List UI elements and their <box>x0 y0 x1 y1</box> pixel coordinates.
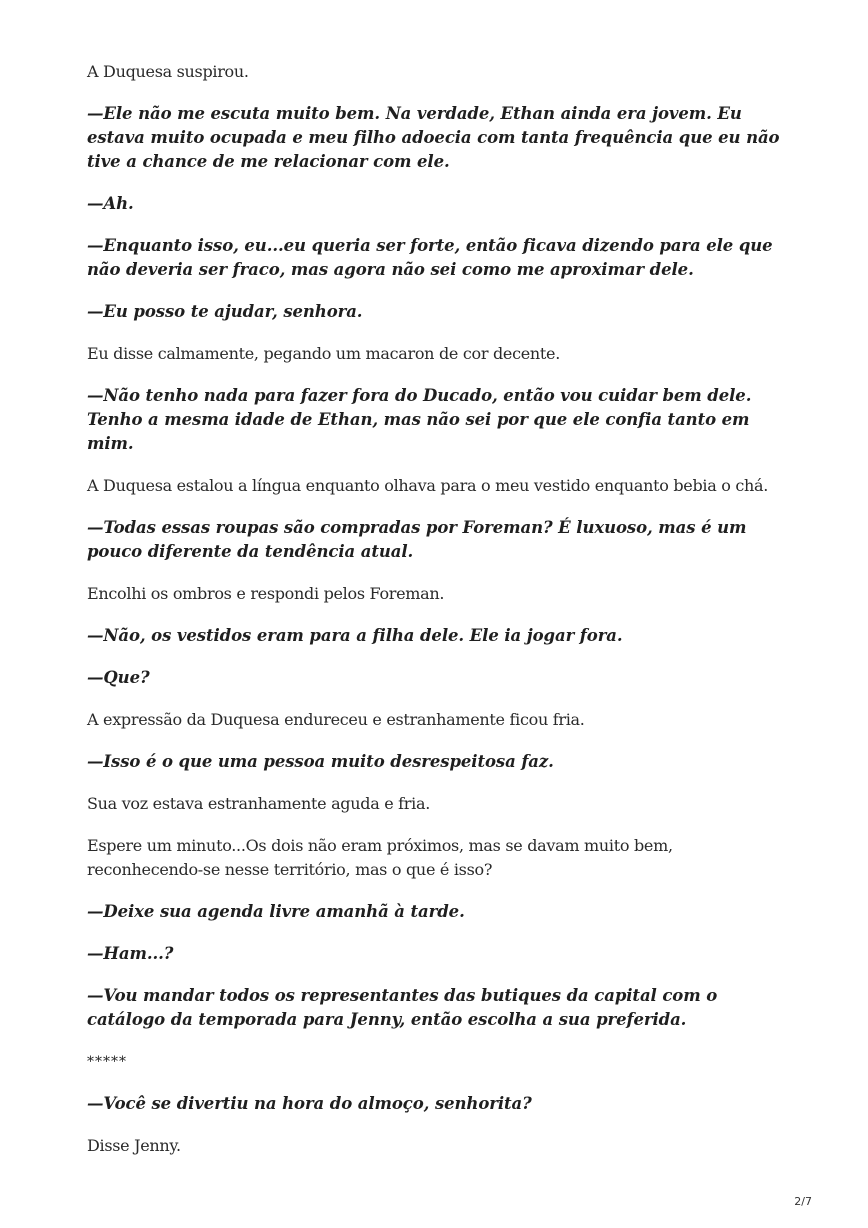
dialogue-paragraph: —Isso é o que uma pessoa muito desrespeitosa faz. <box>87 752 554 771</box>
page-number: 2/7 <box>794 1195 812 1208</box>
dialogue-paragraph: —Vou mandar todos os representantes das butiques da capital com o catálogo da temporada para Jenny, então escolha a sua preferida. <box>87 986 718 1029</box>
narration-paragraph: Sua voz estava estranhamente aguda e fria. <box>87 794 430 813</box>
scene-separator: ***** <box>87 1054 127 1070</box>
document-page <box>87 60 787 1176</box>
dialogue-paragraph: —Deixe sua agenda livre amanhã à tarde. <box>87 902 465 921</box>
dialogue-paragraph: —Enquanto isso, eu...eu queria ser forte, então ficava dizendo para ele que não deveria ser fraco, mas agora não sei como me aproximar dele. <box>87 236 773 279</box>
dialogue-paragraph: —Eu posso te ajudar, senhora. <box>87 302 363 321</box>
narration-paragraph: A expressão da Duquesa endureceu e estranhamente ficou fria. <box>87 710 585 729</box>
dialogue-paragraph: —Você se divertiu na hora do almoço, senhorita? <box>87 1094 532 1113</box>
narration-paragraph: A Duquesa suspirou. <box>87 62 249 81</box>
dialogue-paragraph: —Ham...? <box>87 944 174 963</box>
narration-paragraph: Disse Jenny. <box>87 1136 181 1155</box>
narration-paragraph: Eu disse calmamente, pegando um macaron de cor decente. <box>87 344 561 363</box>
dialogue-paragraph: —Todas essas roupas são compradas por Foreman? É luxuoso, mas é um pouco diferente da tendência atual. <box>87 518 747 561</box>
dialogue-paragraph: —Não tenho nada para fazer fora do Ducado, então vou cuidar bem dele. Tenho a mesma idade de Ethan, mas não sei por que ele confia tanto em mim. <box>87 386 752 453</box>
narration-paragraph: Encolhi os ombros e respondi pelos Foreman. <box>87 584 445 603</box>
narration-paragraph: Espere um minuto...Os dois não eram próximos, mas se davam muito bem, reconhecendo-se nesse território, mas o que é isso? <box>87 836 673 879</box>
dialogue-paragraph: —Ele não me escuta muito bem. Na verdade, Ethan ainda era jovem. Eu estava muito ocupada e meu filho adoecia com tanta frequência que eu não tive a chance de me relacionar com ele. <box>87 104 780 171</box>
dialogue-paragraph: —Que? <box>87 668 150 687</box>
narration-paragraph: A Duquesa estalou a língua enquanto olhava para o meu vestido enquanto bebia o chá. <box>87 476 769 495</box>
dialogue-paragraph: —Ah. <box>87 194 134 213</box>
dialogue-paragraph: —Não, os vestidos eram para a filha dele. Ele ia jogar fora. <box>87 626 623 645</box>
